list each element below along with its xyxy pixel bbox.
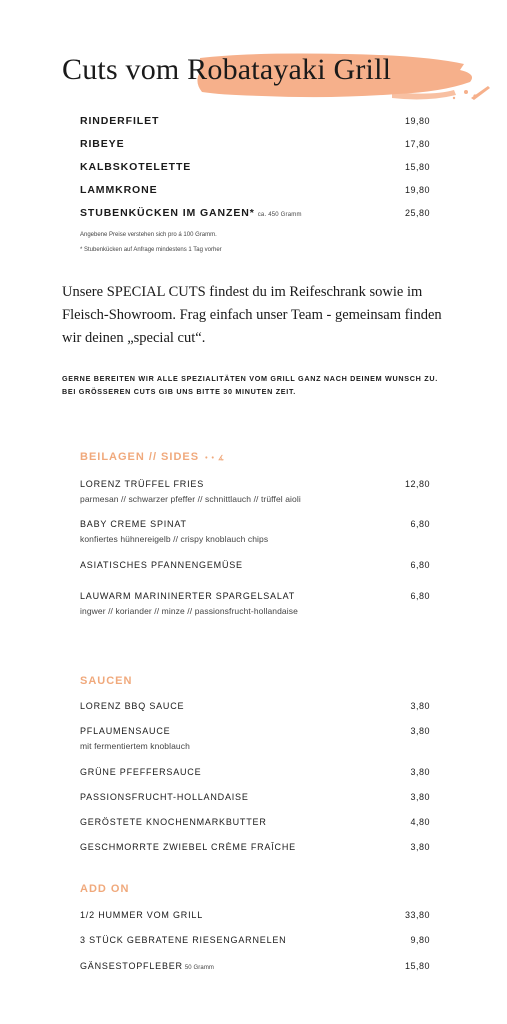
list-item <box>80 961 430 971</box>
list-item <box>80 182 430 205</box>
section-title: BEILAGEN // SIDES • • ∡ <box>80 451 226 463</box>
item-name: GESCHMORRTE ZWIEBEL CRÈME FRAÎCHE <box>80 842 296 852</box>
list-item <box>80 910 430 920</box>
item-name: ASIATISCHES PFANNENGEMÜSE <box>80 560 243 570</box>
list-item <box>80 519 430 544</box>
list-item <box>80 113 430 136</box>
item-price: 4,80 <box>410 817 430 827</box>
item-price: 33,80 <box>404 910 430 920</box>
item-price: 3,80 <box>410 842 430 852</box>
footnotes <box>80 232 430 262</box>
item-name: LORENZ BBQ SAUCE <box>80 701 185 711</box>
list-item <box>80 205 430 228</box>
cut-name: RINDERFILET <box>80 115 160 127</box>
list-item <box>80 479 430 504</box>
list-item <box>80 792 430 802</box>
item-name: GERÖSTETE KNOCHENMARKBUTTER <box>80 817 267 827</box>
item-price: 3,80 <box>410 701 430 711</box>
cut-name: RIBEYE <box>80 138 125 150</box>
section-title: SAUCEN <box>80 675 133 687</box>
section-beilagen <box>80 451 430 621</box>
list-item <box>80 726 430 751</box>
item-name: 3 STÜCK GEBRATENE RIESENGARNELEN <box>80 935 287 945</box>
item-name: LAUWARM MARININERTER SPARGELSALAT <box>80 591 296 601</box>
list-item <box>80 560 430 570</box>
item-price: 6,80 <box>410 591 430 601</box>
cut-price: 17,80 <box>404 139 430 149</box>
item-description: mit fermentiertem knoblauch <box>80 741 190 751</box>
item-price: 9,80 <box>410 935 430 945</box>
item-description: ingwer // koriander // minze // passionsfrucht-hollandaise <box>80 606 298 616</box>
list-item <box>80 136 430 159</box>
cut-weight-note: ca. 450 Gramm <box>257 212 302 218</box>
list-item <box>80 842 430 852</box>
cut-price: 19,80 <box>404 116 430 126</box>
item-name: LORENZ TRÜFFEL FRIES <box>80 479 205 489</box>
weight-note: 50 Gramm <box>184 965 215 971</box>
title-area <box>62 52 482 108</box>
item-name: GÄNSESTOPFLEBER 50 Gramm <box>80 961 215 971</box>
cut-name: LAMMKRONE <box>80 184 158 196</box>
item-name: PASSIONSFRUCHT-HOLLANDAISE <box>80 792 249 802</box>
section-title: ADD ON <box>80 883 130 895</box>
dots-decoration: • • ∡ <box>205 455 226 462</box>
cuts-list <box>80 113 430 228</box>
cut-price: 19,80 <box>404 185 430 195</box>
item-price: 3,80 <box>410 726 430 736</box>
item-price: 15,80 <box>404 961 430 971</box>
cut-name: KALBSKOTELETTE <box>80 161 192 173</box>
item-name: BABY CREME SPINAT <box>80 519 187 529</box>
list-item <box>80 767 430 777</box>
section-add-on <box>80 883 430 973</box>
list-item <box>80 701 430 711</box>
cut-price: 25,80 <box>404 208 430 218</box>
list-item <box>80 817 430 827</box>
cut-name: STUBENKÜCKEN IM GANZEN* ca. 450 Gramm <box>80 207 302 219</box>
item-description: konfiertes hühnereigelb // crispy knoblauch chips <box>80 534 269 544</box>
preparation-note: GERNE BEREITEN WIR ALLE SPEZIALITÄTEN VOM GRILL GANZ NACH DEINEM WUNSCH ZU. BEI GRÖSSEREN CUTS GIB UNS BITTE 30 MINUTEN ZEIT. <box>62 374 438 396</box>
item-price: 12,80 <box>404 479 430 489</box>
item-name: GRÜNE PFEFFERSAUCE <box>80 767 202 777</box>
item-name: 1/2 HUMMER VOM GRILL <box>80 910 204 920</box>
item-price: 6,80 <box>410 560 430 570</box>
footnote: * Stubenkücken auf Anfrage mindestens 1 Tag vorher <box>80 247 222 253</box>
item-price: 3,80 <box>410 767 430 777</box>
section-saucen <box>80 675 430 855</box>
list-item <box>80 591 430 616</box>
item-name: PFLAUMENSAUCE <box>80 726 171 736</box>
intro-paragraph: Unsere SPECIAL CUTS findest du im Reifeschrank sowie im Fleisch-Showroom. Frag einfach unser Team - gemeinsam finden wir deinen „special cut“. <box>62 284 442 346</box>
cut-price: 15,80 <box>404 162 430 172</box>
list-item <box>80 159 430 182</box>
item-price: 6,80 <box>410 519 430 529</box>
list-item <box>80 935 430 945</box>
item-description: parmesan // schwarzer pfeffer // schnittlauch // trüffel aioli <box>80 494 301 504</box>
item-price: 3,80 <box>410 792 430 802</box>
footnote: Angebene Preise verstehen sich pro á 100 Gramm. <box>80 232 217 238</box>
page-title: Cuts vom Robatayaki Grill <box>62 53 392 86</box>
